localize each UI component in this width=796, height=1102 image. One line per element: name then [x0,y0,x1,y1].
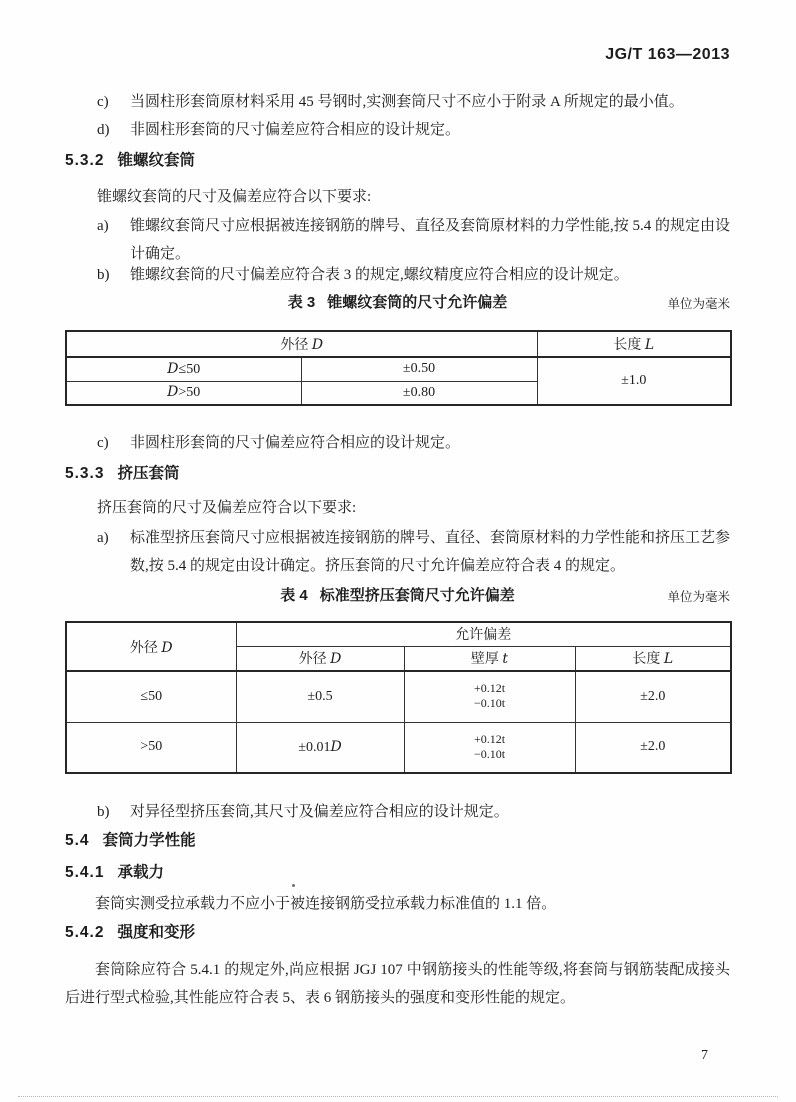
list-item-text: 锥螺纹套筒尺寸应根据被连接钢筋的牌号、直径及套筒原材料的力学性能,按 5.4 的规定由设计确定。 [130,218,731,262]
table4-cell-condition: ≤50 [66,671,236,722]
column-header-text: 长度 [613,338,645,353]
section-number: 5.3.3 [65,465,105,482]
list-item-a-532 [97,212,730,268]
table3-header-outer-diameter [66,331,537,357]
paragraph-532-intro: 锥螺纹套筒的尺寸及偏差应符合以下要求: [97,189,372,205]
table4-cell-diameter-deviation [236,671,404,722]
paragraph-541: 套筒实测受拉承载力不应小于被连接钢筋受拉承载力标准值的 1.1 倍。 [95,896,557,912]
cell-text: ±0.01 [298,739,331,755]
section-heading-5-4-1 [65,863,730,883]
wall-deviation-minus: −0.10t [473,696,506,711]
list-item-b-54 [97,798,730,826]
column-header-var: L [663,651,674,668]
section-heading-5-3-3 [65,464,730,484]
cell-text: ≤50 [178,361,201,377]
table4-subheader-outer-diameter [236,646,404,671]
cell-var: D [167,384,179,401]
cell-text: >50 [178,385,201,401]
table3-caption-number: 表 3 [287,294,316,311]
section-heading-5-3-2 [65,151,730,171]
column-header-text: 外径 [129,640,162,656]
table3-cell-length-deviation: ±1.0 [537,357,731,405]
table3-cell-condition [66,357,301,381]
list-item-c-532 [97,429,730,457]
table4-subheader-length [575,646,731,671]
list-item-label: b) [97,267,110,283]
list-item-label: a) [97,530,109,546]
section-number: 5.3.2 [65,152,105,169]
paragraph-542: 套筒除应符合 5.4.1 的规定外,尚应根据 JGJ 107 中钢筋接头的性能等级,将套筒与钢筋装配成接头后进行型式检验,其性能应符合表 5、表 6 钢筋接头的强度和变形性能的规定。 [65,962,730,1006]
section-title: 挤压套筒 [117,465,180,482]
list-item-d-top [97,116,730,144]
scan-artifact-line [18,1096,778,1097]
wall-deviation-lines [474,732,505,762]
list-item-text: 锥螺纹套筒的尺寸偏差应符合表 3 的规定,螺纹精度应符合相应的设计规定。 [130,267,629,283]
section-number: 5.4.2 [65,924,105,941]
section-title: 强度和变形 [117,924,195,941]
list-item-text: 标准型挤压套筒尺寸应根据被连接钢筋的牌号、直径、套筒原材料的力学性能和挤压工艺参数,按 5.4 的规定由设计确定。挤压套筒的尺寸允许偏差应符合表 4 的规定。 [130,530,731,574]
list-item-b-532 [97,261,730,289]
table3-header-length [537,331,731,357]
wall-deviation-plus: +0.12t [473,731,506,746]
table4-caption-number: 表 4 [280,587,308,604]
list-item-label: c) [97,94,109,110]
table4-caption-row [65,584,730,606]
list-item-label: c) [97,435,109,451]
table4-caption-title: 标准型挤压套筒尺寸允许偏差 [319,587,515,604]
page-number: 7 [701,1048,708,1063]
list-item-a-533 [97,524,730,580]
list-item-label: b) [97,804,110,820]
table3-cell-deviation: ±0.50 [301,357,537,381]
section-title: 承载力 [117,864,164,881]
table3-cell-condition [66,381,301,405]
section-title: 套筒力学性能 [102,832,196,849]
cell-var: D [330,738,342,755]
table4-cell-condition: >50 [66,722,236,773]
cell-text: ±0.5 [307,689,333,705]
table4-cell-length-deviation: ±2.0 [575,671,731,722]
table4-caption [65,584,730,605]
scan-speck [292,884,295,887]
paragraph-533-intro: 挤压套筒的尺寸及偏差应符合以下要求: [97,500,357,516]
column-header-var: L [644,337,655,353]
table4 [65,621,732,774]
table3-caption-title: 锥螺纹套筒的尺寸允许偏差 [327,294,508,311]
standard-code: JG/T 163—2013 [605,46,730,63]
table3-caption [65,291,730,312]
column-header-text: 长度 [632,652,664,668]
table3-caption-row [65,291,730,313]
column-header-var: D [161,639,173,656]
list-item-text: 当圆柱形套筒原材料采用 45 号钢时,实测套筒尺寸不应小于附录 A 所规定的最小值。 [130,94,684,110]
table4-unit-label: 单位为毫米 [667,590,730,604]
section-number: 5.4 [65,832,90,849]
wall-deviation-minus: −0.10t [473,746,506,761]
list-item-text: 对异径型挤压套筒,其尺寸及偏差应符合相应的设计规定。 [130,804,509,820]
table4-cell-length-deviation: ±2.0 [575,722,731,773]
table3 [65,330,732,406]
section-heading-5-4 [65,831,730,851]
section-number: 5.4.1 [65,864,105,881]
table4-cell-wall-deviation [404,671,575,722]
table4-header-outer-diameter [66,622,236,671]
list-item-text: 非圆柱形套筒的尺寸偏差应符合相应的设计规定。 [130,122,461,138]
table4-cell-diameter-deviation [236,722,404,773]
section-heading-5-4-2 [65,923,730,943]
list-item-c-top [97,88,730,116]
table3-cell-deviation: ±0.80 [301,381,537,405]
column-header-var: D [330,651,342,668]
wall-deviation-plus: +0.12t [473,681,506,696]
column-header-var: t [502,651,509,668]
list-item-text: 非圆柱形套筒的尺寸偏差应符合相应的设计规定。 [130,435,461,451]
column-header-text: 外径 [280,338,312,353]
list-item-label: d) [97,122,110,138]
wall-deviation-lines [474,681,505,711]
table3-unit-label: 单位为毫米 [667,297,730,311]
section-title: 锥螺纹套筒 [117,152,195,169]
cell-var: D [167,360,179,377]
column-header-text: 壁厚 [470,652,503,668]
list-item-label: a) [97,218,109,234]
running-header [65,46,730,64]
column-header-text: 外径 [298,652,331,668]
column-header-var: D [311,337,324,353]
table4-header-allowed-deviation: 允许偏差 [236,622,731,646]
table4-subheader-wall-thickness [404,646,575,671]
table4-cell-wall-deviation [404,722,575,773]
